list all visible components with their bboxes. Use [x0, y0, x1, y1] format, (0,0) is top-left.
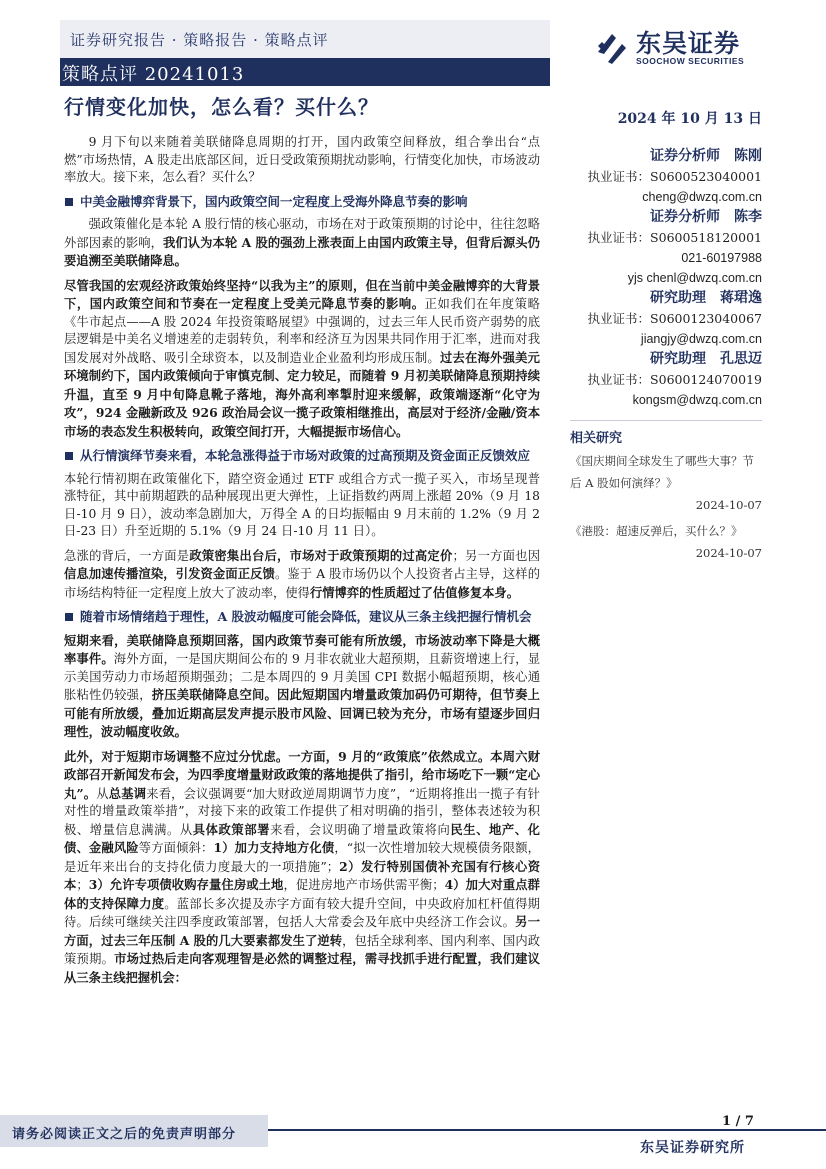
- analyst-license: 执业证书：S0600124070019: [587, 372, 762, 387]
- report-body: [64, 134, 540, 993]
- analyst-name: 研究助理 蒋珺逸: [650, 290, 762, 306]
- soochow-logo-icon: [594, 30, 630, 66]
- section2-paragraph-2: 急涨的背后，一方面是政策密集出台后，市场对于政策预期的过高定价；另一方面也因信息加速传播渲染，引发资金面正反馈。鉴于 A 股市场仍以个人投资者占主导，这样的市场结构特征一定程度上放大了波动率，使得行情博弈的性质超过了估值修复本身。: [64, 547, 540, 600]
- sidebar: [570, 108, 762, 564]
- disclaimer-banner: [0, 1115, 268, 1147]
- report-category: 证券研究报告 · 策略报告 · 策略点评: [70, 31, 329, 49]
- analyst-name: 证券分析师 陈刚: [650, 148, 762, 164]
- analyst-email[interactable]: yjs chenl@dwzq.com.cn: [627, 271, 762, 285]
- analyst-email[interactable]: jiangjy@dwzq.com.cn: [640, 332, 762, 346]
- section1-paragraph-1: 强政策催化是本轮 A 股行情的核心驱动，市场在对于政策预期的讨论中，往往忽略外部因素的影响，我们认为本轮 A 股的强劲上涨表面上由国内政策主导，但背后源头仍要追溯至美联储降息。: [64, 217, 540, 268]
- analyst-email[interactable]: cheng@dwzq.com.cn: [642, 190, 762, 204]
- report-date: 2024 年 10 月 13 日: [617, 111, 762, 127]
- related-research-date: 2024-10-07: [695, 498, 762, 512]
- analyst-block: [570, 288, 762, 349]
- analyst-block: [570, 207, 762, 288]
- logo-english-name: SOOCHOW SECURITIES: [636, 56, 745, 66]
- section1-paragraph-2: 尽管我国的宏观经济政策始终坚持“以我为主”的原则，但在当前中美金融博弈的大背景下，国内政策空间和节奏在一定程度上受美元降息节奏的影响。正如我们在年度策略《牛市起点——A 股 2024 年投资策略展望》中强调的，过去三年人民币资产弱势的底层逻辑是中美名义增速差的走弱转负，利率和经济互为因果共同作用于汇率，进而对我国发展对外战略、吸引全球资本，以及制造业企业盈利均形成压制。过去在海外强美元环境制约下，国内政策倾向于审慎克制、定力较足，而随着 9 月初美联储降息预期持续升温，直至 9 月中旬降息靴子落地，海外高利率掣肘迎来缓解，政策端逐渐“化守为攻”，924 金融新政及 926 政治局会议一揽子政策相继推出，高层对于经济/金融/资本市场的表态发生积极转向，政策空间打开，大幅提振市场信心。: [64, 277, 540, 439]
- report-title: 行情变化加快，怎么看？买什么？: [64, 95, 379, 119]
- related-research-link[interactable]: 《港股：超速反弹后，买什么？》: [570, 524, 743, 538]
- analyst-block: [570, 146, 762, 207]
- section3-paragraph-1: 短期来看，美联储降息预期回落，国内政策节奏可能有所放缓，市场波动率下降是大概率事件。海外方面，一是国庆期间公布的 9 月非农就业大超预期，且薪资增速上行，显示美国劳动力市场超预期强劲；二是本周四的 9 月美国 CPI 数据小幅超预期，核心通胀粘性仍较强，挤压美联储降息空间。因此短期国内增量政策加码仍可期待，但节奏上可能有所放缓，叠加近期高层发声提示股市风险、回调已较为充分，市场有望逐步回归理性，波动幅度收敛。: [64, 632, 540, 739]
- analyst-email[interactable]: kongsm@dwzq.com.cn: [632, 393, 762, 407]
- section2-paragraph-1: 本轮行情初期在政策催化下，踏空资金通过 ETF 或组合方式一揽子买入，市场呈现普涨特征，其中前期超跌的品种展现出更大弹性，上证指数约两周上涨超 20%（9 月 18 日-10 月 9 日），波动率急剧加大，万得全 A 的日均振幅由 9 月末前的 1.2%（9 月 2 日-23 日）升至近期的 5.1%（9 月 24 日-10 月 11 日）。: [64, 471, 540, 538]
- analyst-block: [570, 349, 762, 410]
- disclaimer-text: 请务必阅读正文之后的免责声明部分: [12, 1127, 237, 1142]
- section-heading-3: 随着市场情绪趋于理性，A 股波动幅度可能会降低，建议从三条主线把握行情机会: [64, 608, 540, 626]
- research-institute: 东吴证券研究所: [640, 1140, 745, 1156]
- section-heading-2: 从行情演绎节奏来看，本轮急涨得益于市场对政策的过高预期及资金面正反馈效应: [64, 447, 540, 465]
- analyst-name: 证券分析师 陈李: [650, 209, 762, 225]
- bullet-square-icon: [65, 198, 73, 206]
- section3-paragraph-2: 此外，对于短期市场调整不应过分忧虑。一方面，9 月的“政策底”依然成立。本周六财政部召开新闻发布会，为四季度增量财政政策的落地提供了指引，给市场吃下一颗“定心丸”。从总基调来看，会议强调要“加大财政逆周期调节力度”，“近期将推出一揽子有针对性的增量政策举措”，对接下来的政策工作提供了相对明确的指引，整体表述较为积极、增量信息满满。从具体政策部署来看，会议明确了增量政策将向民生、地产、化债、金融风险等方面倾斜：1）加力支持地方化债，“拟一次性增加较大规模债务限额，是近年来出台的支持化债力度最大的一项措施”；2）发行特别国债补充国有行核心资本；3）允许专项债收购存量住房或土地，促进房地产市场供需平衡；4）加大对重点群体的支持保障力度。蓝部长多次提及赤字方面有较大提升空间，中央政府加杠杆值得期待。后续可继续关注四季度政策部署，包括人大常委会及年底中央经济工作会议。另一方面，过去三年压制 A 股的几大要素都发生了逆转，包括全球利率、国内利率、国内政策预期。市场过热后走向客观理智是必然的调整过程，需寻找抓手进行配置，我们建议从三条主线把握机会：: [64, 748, 540, 985]
- company-logo: [594, 24, 794, 72]
- analyst-license: 执业证书：S0600518120001: [587, 230, 762, 245]
- logo-chinese-name: 东吴证券: [636, 29, 741, 58]
- related-research-heading: 相关研究: [570, 420, 762, 446]
- page-number: 1 / 7: [722, 1114, 754, 1129]
- analyst-phone: 021-60197988: [681, 251, 762, 265]
- related-research-date: 2024-10-07: [695, 546, 762, 560]
- analyst-name: 研究助理 孔思迈: [650, 351, 762, 367]
- header-band: [60, 20, 550, 60]
- report-subbar: [60, 58, 550, 86]
- bullet-square-icon: [65, 452, 73, 460]
- related-research-link[interactable]: 《国庆期间全球发生了哪些大事？节后 A 股如何演绎？》: [570, 454, 754, 490]
- intro-paragraph: 9 月下旬以来随着美联储降息周期的打开，国内政策空间释放，组合拳出台“点燃”市场热情，A 股走出底部区间，近日受政策预期扰动影响，行情变化加快，市场波动率放大。接下来，怎么看？买什么？: [64, 135, 540, 184]
- section-heading-1: 中美金融博弈背景下，国内政策空间一定程度上受海外降息节奏的影响: [64, 193, 540, 211]
- analyst-license: 执业证书：S0600523040001: [587, 169, 762, 184]
- bullet-square-icon: [65, 613, 73, 621]
- analyst-license: 执业证书：S0600123040067: [587, 311, 762, 326]
- report-type-date: 策略点评 20241013: [62, 64, 245, 85]
